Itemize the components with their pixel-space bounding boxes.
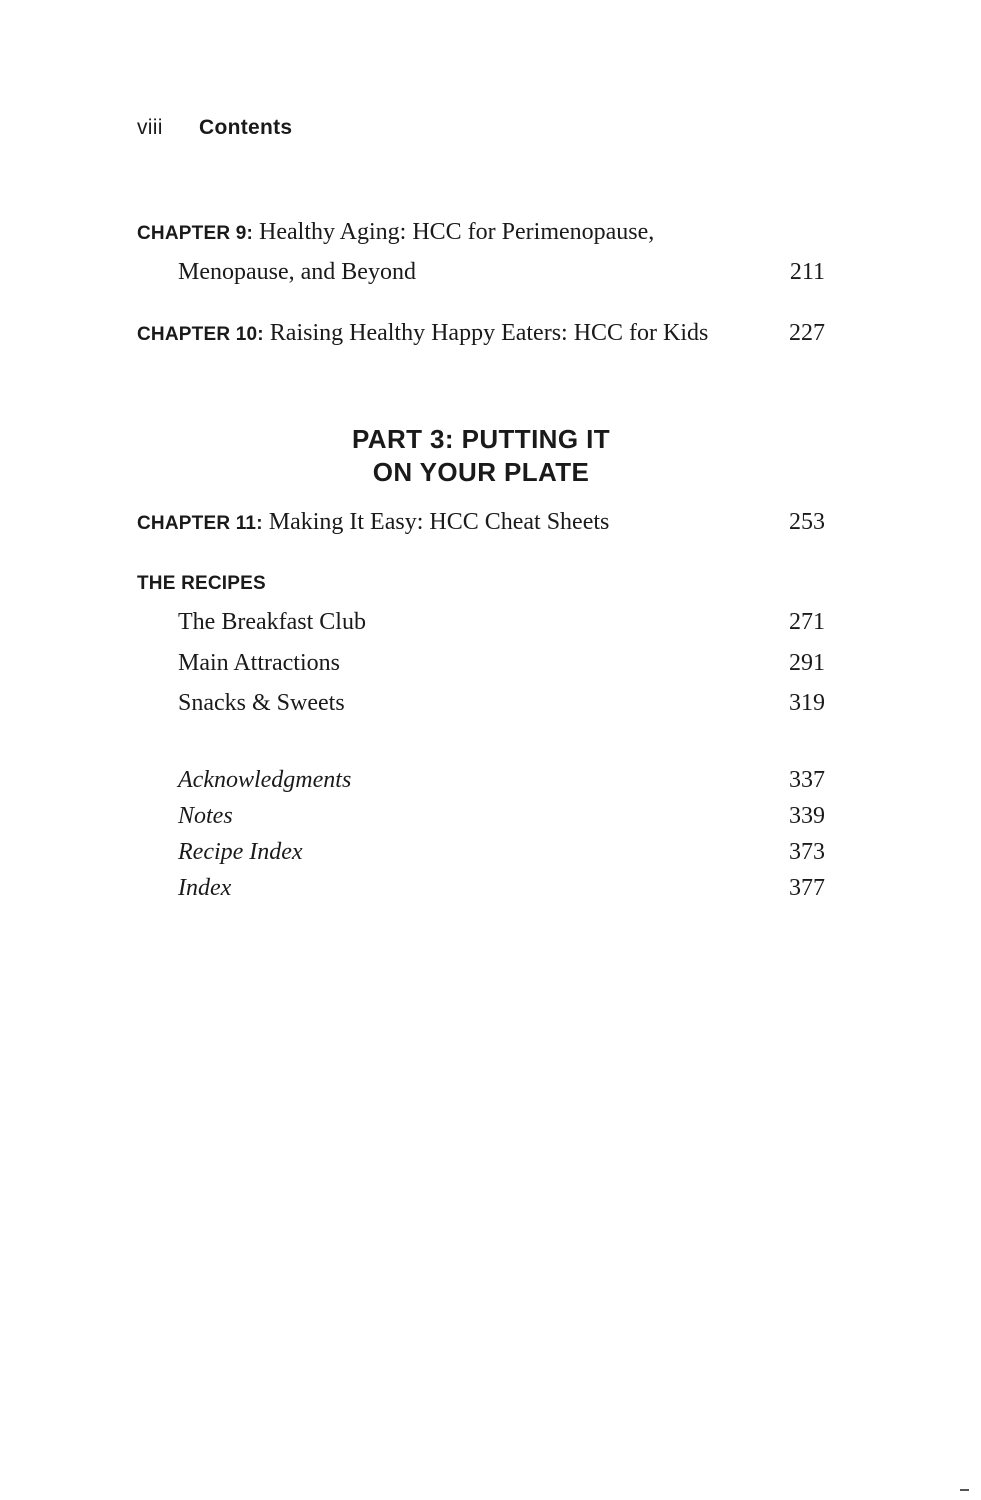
chapter-title-continued: Menopause, and Beyond xyxy=(178,259,416,285)
page-number: 319 xyxy=(789,690,825,716)
scan-edge-mark xyxy=(960,1489,969,1491)
toc-entry-label xyxy=(137,219,654,246)
page-number: 337 xyxy=(789,767,825,793)
page-number: 211 xyxy=(789,259,825,285)
chapter-prefix: CHAPTER 10: xyxy=(137,324,264,345)
running-head-title: Contents xyxy=(199,116,293,139)
chapter-prefix: CHAPTER 9: xyxy=(137,223,254,244)
toc-entry-acknowledgments[interactable] xyxy=(137,767,825,801)
toc-entry-recipe-section[interactable] xyxy=(137,690,825,724)
toc-entry-label xyxy=(137,509,609,536)
page-number: 291 xyxy=(789,650,825,676)
toc-entry-chapter-11[interactable] xyxy=(137,509,825,543)
running-head xyxy=(137,116,292,140)
recipes-heading: THE RECIPES xyxy=(137,573,266,594)
page-number: 271 xyxy=(789,609,825,635)
toc-entry-label: Index xyxy=(178,875,232,901)
page-number: 227 xyxy=(789,320,825,346)
toc-entry-label: Main Attractions xyxy=(178,650,340,676)
page-folio: viii xyxy=(137,116,163,139)
toc-entry-index[interactable] xyxy=(137,875,825,909)
toc-entry-label: Notes xyxy=(178,803,233,829)
chapter-title: Making It Easy: HCC Cheat Sheets xyxy=(268,509,610,535)
page-number: 253 xyxy=(789,509,825,535)
toc-entry-label: Acknowledgments xyxy=(178,767,352,793)
toc-entry-chapter-10[interactable] xyxy=(137,320,825,354)
part-heading-line-2: ON YOUR PLATE xyxy=(372,457,590,487)
chapter-title: Healthy Aging: HCC for Perimenopause, xyxy=(259,219,655,245)
page-number: 339 xyxy=(789,803,825,829)
part-3-heading xyxy=(137,423,825,489)
part-heading-line-1: PART 3: PUTTING IT xyxy=(351,424,611,454)
toc-entry-label: Snacks & Sweets xyxy=(178,690,345,716)
toc-entry-chapter-9[interactable] xyxy=(137,219,825,253)
toc-entry-recipe-section[interactable] xyxy=(137,650,825,684)
toc-entry-recipe-section[interactable] xyxy=(137,609,825,643)
chapter-prefix: CHAPTER 11: xyxy=(137,513,263,534)
toc-entry-label: Recipe Index xyxy=(178,839,303,865)
chapter-title: Raising Healthy Happy Eaters: HCC for Kids xyxy=(269,320,709,346)
page-number: 373 xyxy=(789,839,825,865)
toc-entry-recipe-index[interactable] xyxy=(137,839,825,873)
toc-entry-notes[interactable] xyxy=(137,803,825,837)
toc-entry-label xyxy=(137,320,708,347)
page-number: 377 xyxy=(789,875,825,901)
toc-entry-chapter-9-continued[interactable] xyxy=(137,259,825,293)
toc-entry-label: The Breakfast Club xyxy=(178,609,366,635)
